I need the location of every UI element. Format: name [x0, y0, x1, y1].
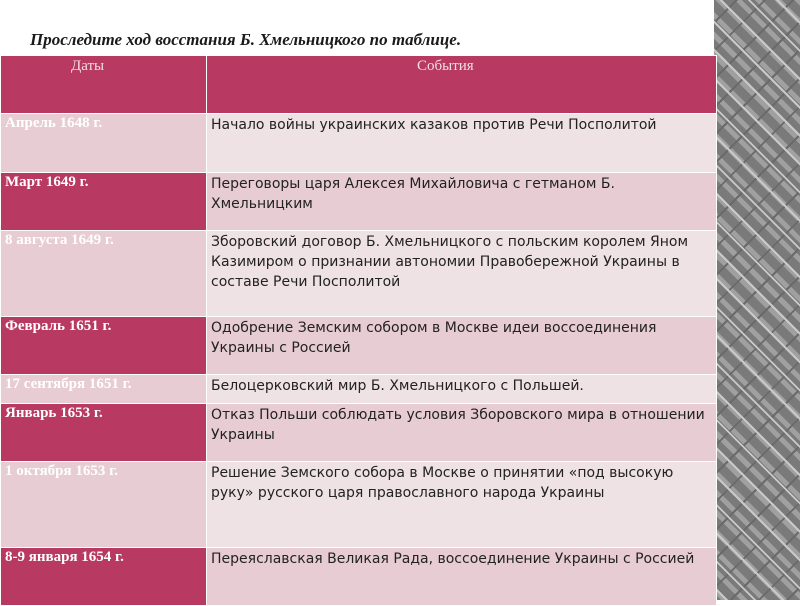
event-cell: Переговоры царя Алексея Михайловича с гетманом Б. Хмельницким — [207, 173, 717, 231]
table-row — [1, 548, 717, 606]
date-cell: 17 сентября 1651 г. — [1, 375, 207, 404]
date-cell: Январь 1653 г. — [1, 404, 207, 462]
column-header-events: События — [207, 56, 717, 114]
date-cell: Апрель 1648 г. — [1, 114, 207, 173]
event-cell: Белоцерковский мир Б. Хмельницкого с Польшей. — [207, 375, 717, 404]
slide-title: Проследите ход восстания Б. Хмельницкого по таблице. — [30, 30, 462, 49]
event-cell: Одобрение Земским собором в Москве идеи воссоединения Украины с Россией — [207, 317, 717, 375]
event-cell: Отказ Польши соблюдать условия Зборовского мира в отношении Украины — [207, 404, 717, 462]
event-cell: Решение Земского собора в Москве о принятии «под высокую руку» русского царя православного народа Украины — [207, 462, 717, 548]
date-cell: Март 1649 г. — [1, 173, 207, 231]
table-row — [1, 404, 717, 462]
table-row — [1, 375, 717, 404]
column-header-dates: Даты — [1, 56, 207, 114]
events-table — [0, 55, 717, 606]
table-header-row — [1, 56, 717, 114]
event-cell: Начало войны украинских казаков против Речи Посполитой — [207, 114, 717, 173]
table-row — [1, 114, 717, 173]
event-cell: Зборовский договор Б. Хмельницкого с польским королем Яном Казимиром о признании автономии Правобережной Украины в составе Речи Посполитой — [207, 231, 717, 317]
table-row — [1, 317, 717, 375]
table-row — [1, 231, 717, 317]
date-cell: Февраль 1651 г. — [1, 317, 207, 375]
decorative-pattern-strip — [714, 0, 800, 600]
date-cell: 8 августа 1649 г. — [1, 231, 207, 317]
table-row — [1, 173, 717, 231]
table-row — [1, 462, 717, 548]
event-cell: Переяславская Великая Рада, воссоединение Украины с Россией — [207, 548, 717, 606]
date-cell: 8-9 января 1654 г. — [1, 548, 207, 606]
date-cell: 1 октября 1653 г. — [1, 462, 207, 548]
